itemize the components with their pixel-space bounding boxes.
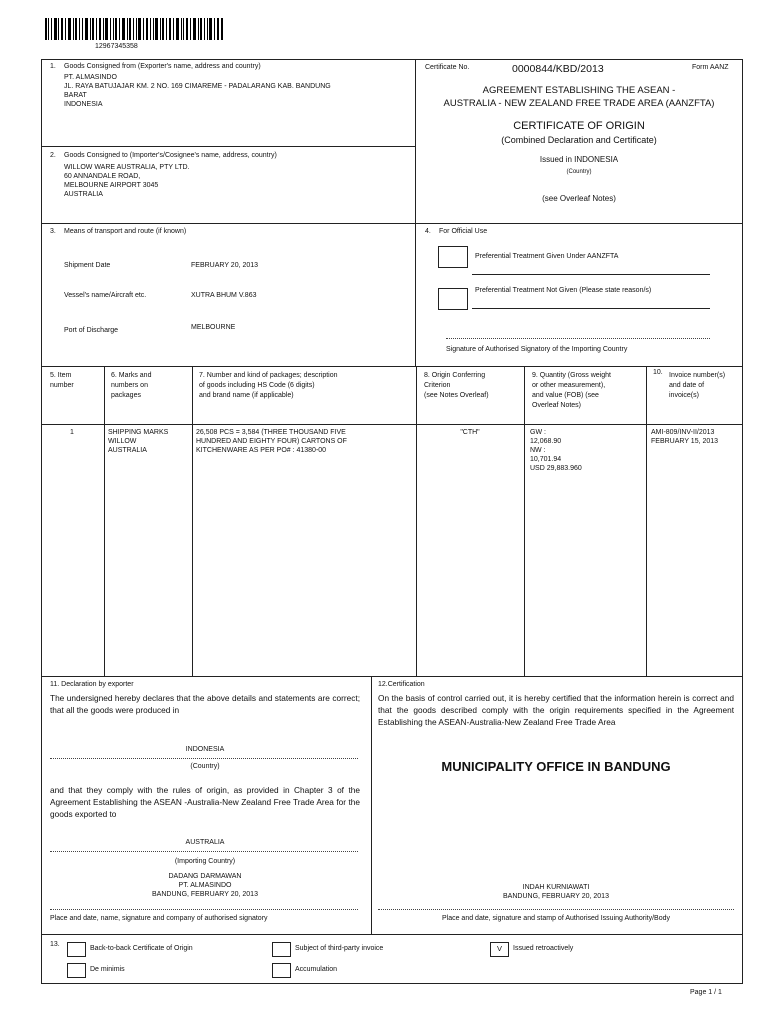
box1-number: 1. xyxy=(50,63,56,70)
row-item-number: 1 xyxy=(70,429,74,436)
consignee-address: WILLOW WARE AUSTRALIA, PTY LTD. 60 ANNANDALE ROAD, MELBOURNE AIRPORT 3045 AUSTRALIA xyxy=(64,164,190,198)
box12-heading: 12.Certification xyxy=(378,681,425,688)
form-name: Form AANZ xyxy=(692,64,729,71)
preferential-given-label: Preferential Treatment Given Under AANZFTA xyxy=(475,253,619,260)
exporter-declaration-text: The undersigned hereby declares that the above details and statements are correct; that all the goods were produced in xyxy=(50,693,360,716)
issuing-authority-caption: Place and date, signature and stamp of Authorised Issuing Authority/Body xyxy=(441,915,671,922)
barcode xyxy=(45,18,223,40)
accumulation-label: Accumulation xyxy=(295,966,338,973)
barcode-icon xyxy=(45,18,223,40)
importing-country: AUSTRALIA xyxy=(185,839,225,846)
box1-heading: Goods Consigned from (Exporter's name, address and country) xyxy=(64,63,261,70)
third-party-invoice-checkbox[interactable] xyxy=(272,942,291,957)
certification-text: On the basis of control carried out, it is hereby certified that the information herein is correct and that the goods described comply with the origin requirements specified in the Agreement Establishing the ASEAN-Australia-New Zealand Free Trade Area xyxy=(378,693,734,728)
produced-country: INDONESIA xyxy=(185,746,225,753)
de-minimis-checkbox[interactable] xyxy=(67,963,86,978)
issued-retroactively-checkbox[interactable] xyxy=(490,942,509,957)
row-invoice: AMI-809/INV-II/2013 FEBRUARY 15, 2013 xyxy=(651,429,719,445)
row-description: 26,508 PCS = 3,584 (THREE THOUSAND FIVE HUNDRED AND EIGHTY FOUR) CARTONS OF KITCHENWARE AS PER PO# : 41380-00 xyxy=(196,429,347,454)
row-criterion: "CTH" xyxy=(460,429,480,436)
col-quantity: 9. Quantity (Gross weight or other measurement), and value (FOB) (see Overleaf Notes) xyxy=(532,372,611,410)
box3-number: 3. xyxy=(50,228,56,235)
produced-country-caption: (Country) xyxy=(190,763,220,770)
importing-signatory-caption: Signature of Authorised Signatory of the Importing Country xyxy=(446,346,628,353)
check-mark: V xyxy=(496,944,502,953)
col-origin-criterion: 8. Origin Conferring Criterion (see Notes Overleaf) xyxy=(424,372,489,400)
agreement-title: AGREEMENT ESTABLISHING THE ASEAN - AUSTRALIA - NEW ZEALAND FREE TRADE AREA (AANZFTA) xyxy=(443,85,715,110)
issued-in: Issued in INDONESIA xyxy=(539,155,619,164)
certificate-title: CERTIFICATE OF ORIGIN xyxy=(513,120,645,132)
certificate-number: 0000844/KBD/2013 xyxy=(512,63,604,75)
vessel-value: XUTRA BHUM V.863 xyxy=(191,292,257,299)
issued-country-caption: (Country) xyxy=(566,169,592,175)
col-description: 7. Number and kind of packages; description of goods including HS Code (6 digits) and brand name (if applicable) xyxy=(199,372,338,400)
preferential-not-given-checkbox[interactable] xyxy=(438,288,468,310)
box13-number: 13. xyxy=(50,941,60,948)
certificate-subtitle: (Combined Declaration and Certificate) xyxy=(501,135,657,145)
certificate-no-label: Certificate No. xyxy=(425,64,470,71)
issued-retroactively-label: Issued retroactively xyxy=(513,945,574,952)
importing-country-caption: (Importing Country) xyxy=(174,858,236,865)
exporter-signer: DADANG DARMAWAN PT. ALMASINDO BANDUNG, FEBRUARY 20, 2013 xyxy=(152,873,258,899)
row-quantity: GW : 12,068.90 NW : 10,701.94 USD 29,883.960 xyxy=(530,429,582,472)
exporter-signatory-caption: Place and date, name, signature and company of authorised signatory xyxy=(50,915,268,922)
box4-heading: For Official Use xyxy=(439,228,488,235)
page-number: Page 1 / 1 xyxy=(690,989,722,996)
box4-number: 4. xyxy=(425,228,431,235)
issuing-signer: INDAH KURNIAWATI BANDUNG, FEBRUARY 20, 2013 xyxy=(503,884,609,901)
box11-heading: 11. Declaration by exporter xyxy=(50,681,134,688)
col-marks: 6. Marks and numbers on packages xyxy=(111,372,152,400)
port-value: MELBOURNE xyxy=(191,324,236,331)
col-invoice-number: 10. xyxy=(653,369,663,376)
col-item-number: 5. Item number xyxy=(50,372,74,390)
vessel-label: Vessel's name/Aircraft etc. xyxy=(64,292,147,299)
barcode-number: 12967345358 xyxy=(95,43,138,50)
box2-number: 2. xyxy=(50,152,56,159)
preferential-not-given-label: Preferential Treatment Not Given (Please state reason/s) xyxy=(475,287,652,294)
overleaf-notes: (see Overleaf Notes) xyxy=(542,194,616,203)
exporter-rules-text: and that they comply with the rules of origin, as provided in Chapter 3 of the Agreement Establishing the ASEAN -Australia-New Zealand Free Trade Area for the goods exported to xyxy=(50,785,360,820)
third-party-invoice-label: Subject of third-party invoice xyxy=(295,945,384,952)
box2-heading: Goods Consigned to (Importer's/Cosignee's name, address, country) xyxy=(64,152,277,159)
accumulation-checkbox[interactable] xyxy=(272,963,291,978)
shipment-date-label: Shipment Date xyxy=(64,262,111,269)
back-to-back-checkbox[interactable] xyxy=(67,942,86,957)
col-invoice: Invoice number(s) and date of invoice(s) xyxy=(669,372,726,400)
shipment-date-value: FEBRUARY 20, 2013 xyxy=(191,262,259,269)
de-minimis-label: De minimis xyxy=(90,966,125,973)
exporter-address: PT. ALMASINDO JL. RAYA BATUJAJAR KM. 2 NO. 169 CIMAREME - PADALARANG KAB. BANDUNG BARAT INDONESIA xyxy=(64,74,331,108)
preferential-given-checkbox[interactable] xyxy=(438,246,468,268)
issuing-office: MUNICIPALITY OFFICE IN BANDUNG xyxy=(441,759,671,774)
back-to-back-label: Back-to-back Certificate of Origin xyxy=(90,945,193,952)
row-marks: SHIPPING MARKS WILLOW AUSTRALIA xyxy=(108,429,169,454)
box3-heading: Means of transport and route (if known) xyxy=(64,228,187,235)
port-label: Port of Discharge xyxy=(64,327,119,334)
